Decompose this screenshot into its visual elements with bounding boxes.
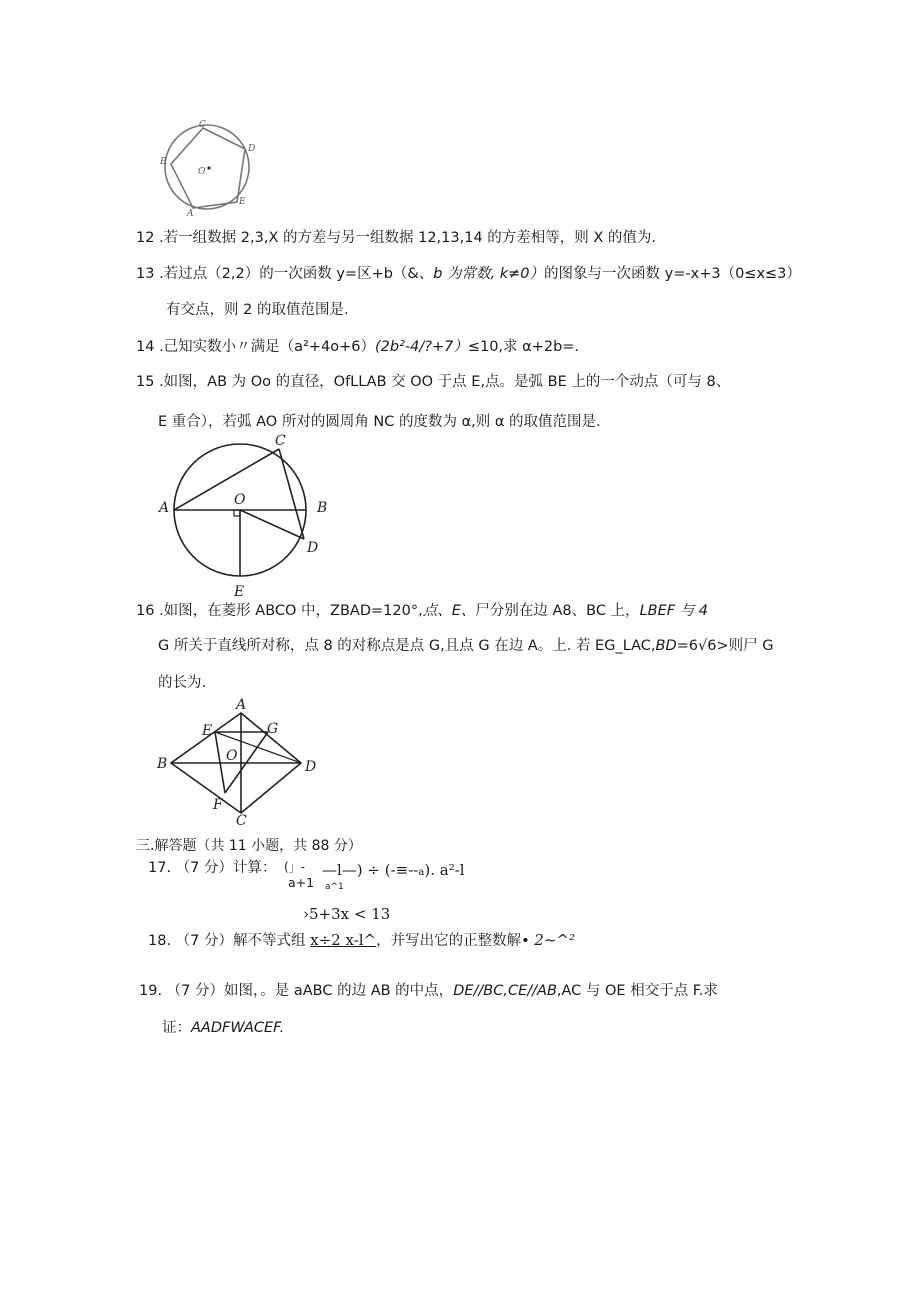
label-c: C xyxy=(199,120,206,130)
question-number: 19. xyxy=(139,983,163,999)
question-text: （7 分）计算： xyxy=(175,860,277,876)
label-e: E xyxy=(234,584,245,600)
question-text-italic: 点、E、 xyxy=(422,603,476,619)
question-text: （7 分）解不等式组 xyxy=(175,933,306,949)
question-18 xyxy=(148,930,575,951)
q18-system-bottom: x÷2 x-l^ xyxy=(310,931,377,949)
circle-diameter-figure xyxy=(155,428,345,600)
question-text: .己知实数小〃满足（a²+4o+6） xyxy=(159,339,375,355)
expression-part: —l—) ÷ (-≡-- xyxy=(322,861,419,879)
question-text: ,AC 与 OE 相交于点 F.求 xyxy=(556,983,718,999)
expression-part: ). a²-l xyxy=(424,861,465,879)
label-b: B xyxy=(157,756,168,772)
question-number: 16 xyxy=(136,603,155,619)
question-text-italic: b 为常数, k≠0） xyxy=(433,266,545,282)
question-number: 17. xyxy=(148,860,172,876)
q18-system-top: ›5+3x < 13 xyxy=(303,905,391,923)
question-19 xyxy=(139,981,718,1001)
question-text: （7 分）如图，。是 aABC 的边 AB 的中点， xyxy=(166,983,454,999)
label-b: B xyxy=(317,500,328,516)
label-a: A xyxy=(187,209,194,218)
question-text-italic: LBEF 与 4 xyxy=(639,603,709,619)
q17-bracket: (」- xyxy=(284,860,306,874)
question-16-line-2 xyxy=(158,636,773,656)
question-text: 尸分别在边 A8、BC 上， xyxy=(475,603,640,619)
label-e: E xyxy=(239,197,246,207)
question-text-italic: AADFWACEF. xyxy=(191,1020,285,1036)
label-f: F xyxy=(213,797,223,813)
question-13-line-2: 有交点，则 2 的取值范围是. xyxy=(166,302,349,318)
label-a: A xyxy=(159,500,170,516)
question-text: .若过点（2,2）的一次函数 y=区+b（&、 xyxy=(159,266,434,282)
question-text: 证： xyxy=(162,1020,191,1036)
q17-denominator: a+1 xyxy=(288,875,315,890)
question-number: 12 xyxy=(136,230,155,246)
question-19-line-2 xyxy=(162,1018,284,1038)
label-g: G xyxy=(267,721,279,737)
question-12 xyxy=(136,228,656,248)
radius-od xyxy=(240,510,304,539)
label-c: C xyxy=(236,813,247,829)
label-b: B xyxy=(160,157,167,167)
circumcircle xyxy=(165,125,249,209)
question-13 xyxy=(136,264,801,284)
question-15 xyxy=(136,372,730,392)
question-text-italic: (2b²-4/?+7） xyxy=(375,339,468,355)
question-text: .如图，AB 为 Oo 的直径，OfLLAB 交 OO 于点 E,点。是弧 BE 上的一个动点（可与 8、 xyxy=(159,374,731,390)
question-15-line-2: E 重合），若弧 AO 所对的圆周角 NC 的度数为 α,则 α 的取值范围是. xyxy=(158,414,601,430)
label-d: D xyxy=(307,540,319,556)
label-e: E xyxy=(202,723,213,739)
question-number: 15 xyxy=(136,374,155,390)
rhombus-figure xyxy=(155,695,330,830)
center-point xyxy=(207,166,210,169)
label-o: O xyxy=(226,748,238,764)
question-text: .如图，在菱形 ABCO 中，ZBAD=120°, xyxy=(159,603,423,619)
question-text: 的图象与一次函数 y=-x+3（0≤x≤3） xyxy=(544,266,801,282)
question-16-line-3: 的长为. xyxy=(158,675,207,691)
question-number: 14 xyxy=(136,339,155,355)
label-d: D xyxy=(305,759,317,775)
label-a: A xyxy=(236,697,247,713)
question-number: 18. xyxy=(148,933,172,949)
question-16 xyxy=(136,601,708,621)
question-14 xyxy=(136,337,579,357)
label-o: O xyxy=(234,492,246,508)
question-number: 13 xyxy=(136,266,155,282)
question-text-italic: DE//BC,CE∕∕AB xyxy=(453,983,557,999)
question-text: ≤10,求 α+2b=. xyxy=(467,339,580,355)
expression-subscript: a xyxy=(418,867,425,878)
question-17 xyxy=(148,858,277,878)
question-text: ，并写出它的正整数解• xyxy=(376,933,530,949)
question-text: .若一组数据 2,3,X 的方差与另一组数据 12,13,14 的方差相等，则 X 的值为. xyxy=(159,230,657,246)
question-text: =6√6>则尸 G xyxy=(676,638,774,654)
question-text: G 所关于直线所对称，点 8 的对称点是点 G,且点 G 在边 A。上. 若 EG_LAC, xyxy=(158,638,656,654)
question-text-italic: BD xyxy=(655,638,677,654)
right-angle-mark xyxy=(234,510,240,516)
chord-ac xyxy=(174,449,279,510)
label-c: C xyxy=(275,433,286,449)
q18-tail: 2~^² xyxy=(534,931,575,949)
label-o: O xyxy=(198,167,206,177)
chord-cd xyxy=(279,449,304,539)
q17-denominator-small: a^1 xyxy=(325,882,344,892)
label-d: D xyxy=(248,144,256,154)
section-heading: 三.解答题（共 11 小题，共 88 分） xyxy=(136,838,362,854)
pentagon-in-circle-figure xyxy=(155,118,265,218)
